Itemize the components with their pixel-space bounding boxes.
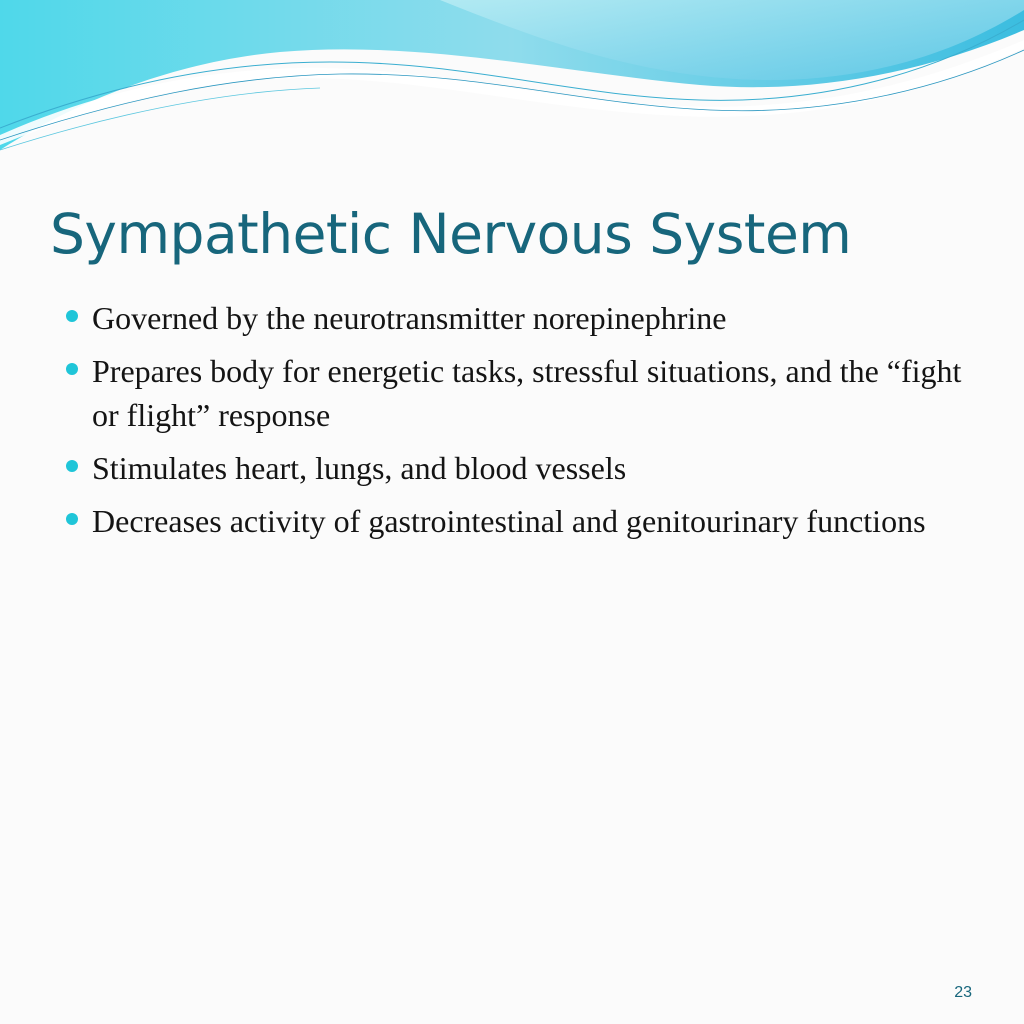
header-wave-decoration <box>0 0 1024 170</box>
bullet-dot-icon <box>66 513 78 525</box>
bullet-item <box>66 446 966 490</box>
bullet-dot-icon <box>66 310 78 322</box>
bullet-dot-icon <box>66 460 78 472</box>
bullet-text: Decreases activity of gastrointestinal and genitourinary functions <box>92 503 926 539</box>
bullet-text: Prepares body for energetic tasks, stressful situations, and the “fight or flight” response <box>92 353 962 433</box>
bullet-text: Stimulates heart, lungs, and blood vessels <box>92 450 627 486</box>
slide-page-number: 23 <box>954 984 972 1001</box>
bullet-item <box>66 349 966 437</box>
bullet-item <box>66 296 966 340</box>
bullet-list <box>66 296 966 552</box>
slide-title: Sympathetic Nervous System <box>50 202 852 266</box>
bullet-item <box>66 499 966 543</box>
bullet-dot-icon <box>66 363 78 375</box>
bullet-text: Governed by the neurotransmitter norepinephrine <box>92 300 727 336</box>
